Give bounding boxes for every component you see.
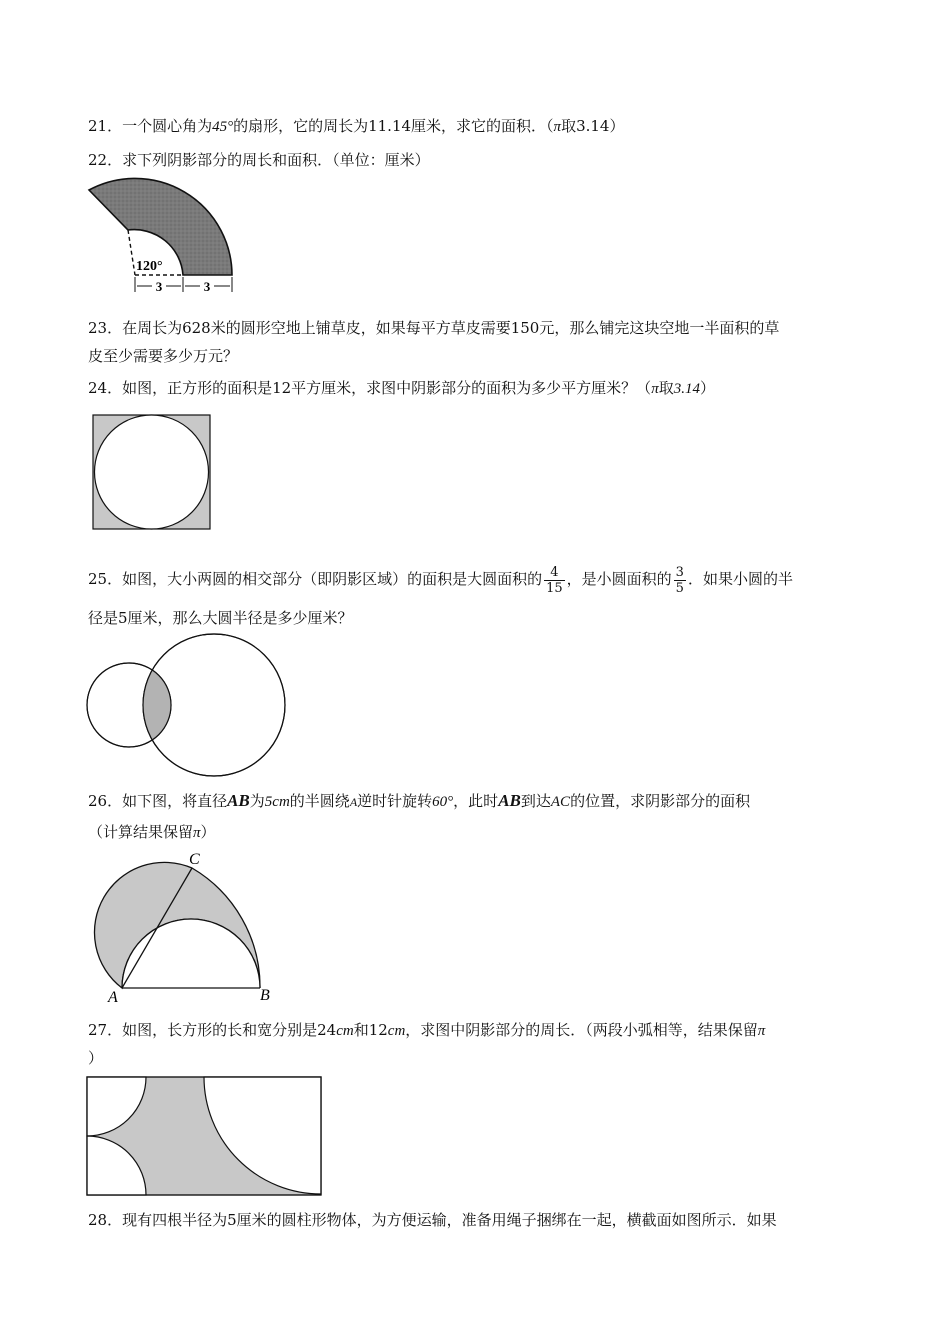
q26-text-b: 为: [249, 792, 265, 810]
q26-ab-2: AB: [498, 791, 521, 810]
q22-figure: [86, 180, 236, 298]
question-25-line-2: 径是5厘米，那么大圆半径是多少厘米？: [88, 609, 353, 627]
q25-fraction-1: $\frac{4}{15}$: [546, 564, 563, 596]
q25-text-c: ．如果小圆的半: [687, 570, 793, 588]
question-25-line-1: [88, 562, 793, 596]
q27-text-c: ，求图中阴影部分的周长．（两段小弧相等，结果保留: [405, 1021, 758, 1039]
q27-unit-1: cm: [336, 1023, 354, 1039]
q27-figure: [86, 1076, 324, 1198]
question-27-line-2: ）: [88, 1049, 104, 1067]
q27-text-b: 和12: [353, 1021, 388, 1039]
q22-dim-1: 3: [155, 279, 163, 294]
question-22: 22．求下列阴影部分的周长和面积．（单位：厘米）: [88, 151, 430, 169]
q21-text-c: 取3.14）: [561, 117, 625, 135]
q26-line2-text-a: （计算结果保留: [88, 823, 194, 841]
q26-text-d: 逆时针旋转: [357, 792, 433, 810]
question-27-line-1: [88, 1020, 765, 1041]
q22-angle-label: 120°: [136, 259, 163, 274]
q25-text-b: ，是小圆面积的: [566, 570, 672, 588]
question-26-line-1: [88, 791, 750, 812]
q21-text-a: 21．一个圆心角为: [88, 117, 213, 135]
q27-text-a: 27．如图，长方形的长和宽分别是24: [88, 1021, 337, 1039]
question-21: [88, 116, 624, 137]
q24-text-a: 24．如图，正方形的面积是12平方厘米，求图中阴影部分的面积为多少平方厘米？（: [88, 379, 652, 397]
q22-dim-2: 3: [203, 279, 211, 294]
q26-pi: π: [193, 825, 201, 841]
q26-line2-text-b: ）: [200, 823, 216, 841]
q25-figure: [84, 634, 284, 780]
q26-point: A: [349, 795, 358, 809]
q26-text-e: ，此时: [453, 792, 499, 810]
q26-text-f: 到达: [520, 792, 551, 810]
q21-text-b: 的扇形，它的周长为11.14厘米，求它的面积．（: [233, 117, 554, 135]
question-24: [88, 378, 715, 399]
q26-ac: AC: [550, 794, 571, 810]
q26-label-b: B: [260, 987, 270, 1004]
question-23-line-2: 皮至少需要多少万元？: [88, 347, 239, 365]
q26-angle: 60°: [432, 794, 454, 810]
q25-text-a: 25．如图，大小两圆的相交部分（即阴影区域）的面积是大圆面积的: [88, 570, 543, 588]
q26-ab: AB: [227, 791, 250, 810]
q21-pi: π: [553, 119, 562, 135]
q26-text-g: 的位置，求阴影部分的面积: [570, 792, 751, 810]
q21-angle: 45°: [212, 119, 234, 135]
q26-label-a: A: [108, 989, 118, 1006]
question-23-line-1: 23．在周长为628米的圆形空地上铺草皮，如果每平方草皮需要150元，那么铺完这块空地一半面积的草: [88, 319, 780, 337]
question-26-line-2: [88, 822, 216, 843]
q26-label-c: C: [189, 851, 200, 868]
q24-inscribed-circle: [95, 415, 209, 529]
q24-text-b: 取: [658, 379, 674, 397]
q26-figure: [84, 848, 284, 1006]
q26-text-a: 26．如下图，将直径: [88, 792, 228, 810]
q24-text-c: ）: [699, 379, 715, 397]
question-28: 28．现有四根半径为5厘米的圆柱形物体，为方便运输，准备用绳子捆绑在一起，横截面如图所示．如果: [88, 1211, 777, 1229]
q26-text-c: 的半圆绕: [289, 792, 350, 810]
q24-pi: π: [651, 381, 659, 397]
q24-value: 3.14: [673, 381, 700, 397]
q25-fraction-2: $\frac{3}{5}$: [675, 564, 684, 596]
q27-pi: π: [757, 1023, 766, 1039]
q27-unit-2: cm: [387, 1023, 406, 1039]
q26-length: 5cm: [264, 794, 290, 810]
q24-figure: [92, 414, 212, 530]
